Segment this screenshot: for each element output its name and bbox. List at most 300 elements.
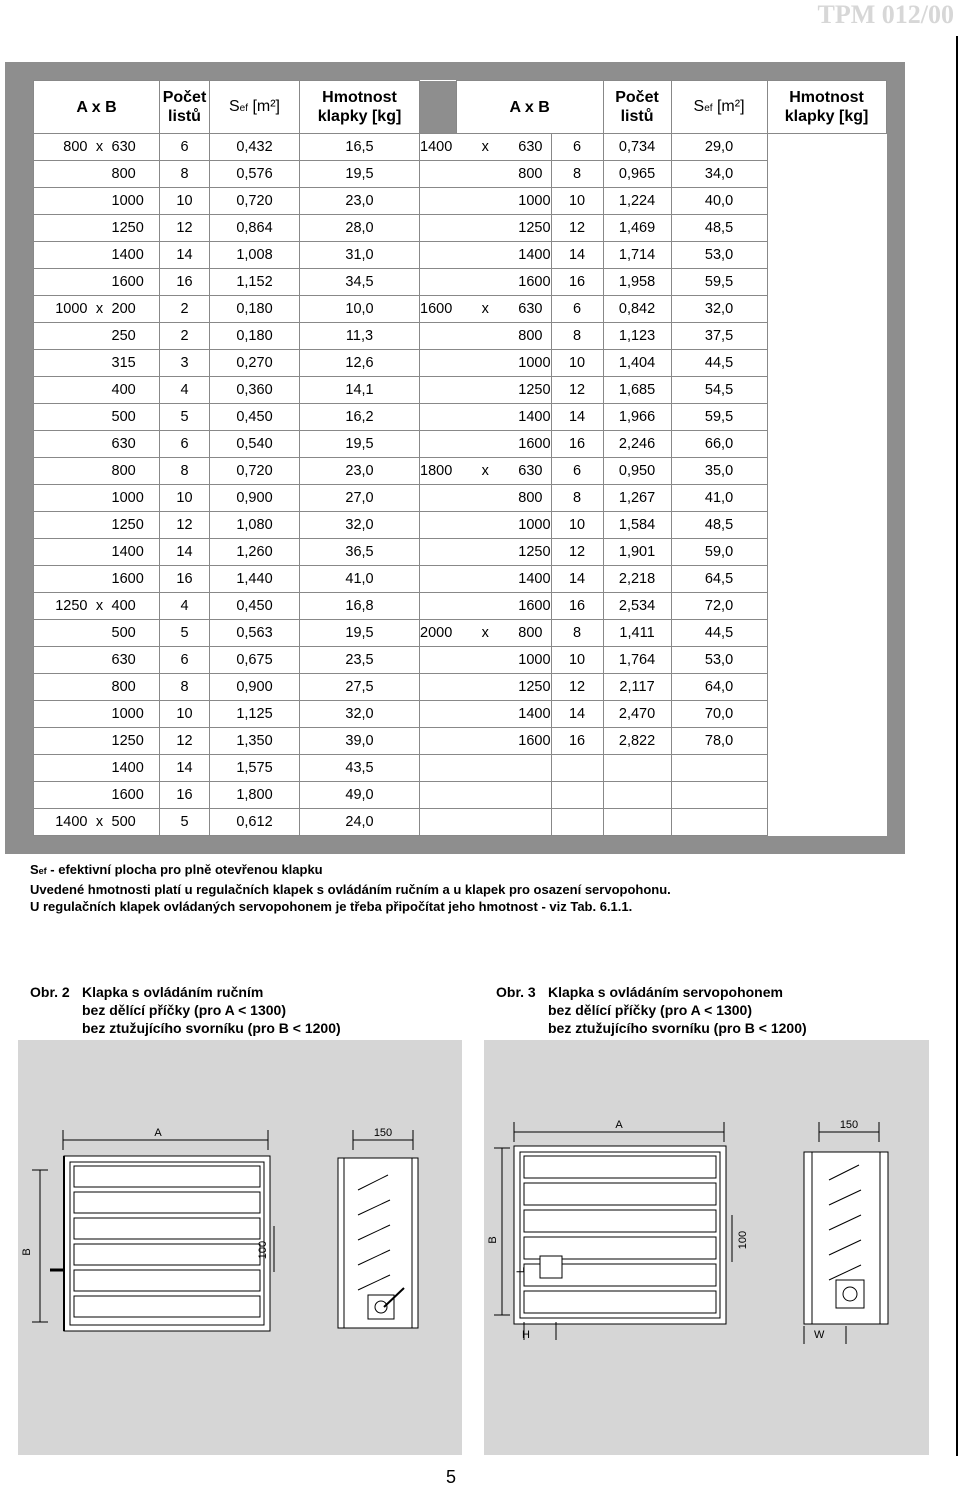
- right-cell: 16: [551, 728, 603, 755]
- left-cell: 250: [108, 323, 160, 350]
- right-cell: 1600: [514, 431, 551, 458]
- figure-2-dim-a: A: [154, 1127, 162, 1139]
- header-sef: Sef [m²]: [210, 81, 300, 134]
- right-cell: 1,901: [603, 539, 671, 566]
- right-cell: [456, 728, 514, 755]
- right-cell: 1,224: [603, 188, 671, 215]
- left-cell: 10: [160, 701, 210, 728]
- right-cell: [420, 323, 457, 350]
- right-cell: 59,5: [671, 269, 767, 296]
- left-cell: 24,0: [300, 809, 420, 836]
- blade: [524, 1183, 716, 1205]
- left-cell: [92, 485, 108, 512]
- left-cell: 6: [160, 134, 210, 161]
- left-cell: 0,432: [210, 134, 300, 161]
- right-cell: 10: [551, 512, 603, 539]
- left-cell: 41,0: [300, 566, 420, 593]
- left-cell: 12,6: [300, 350, 420, 377]
- blade: [74, 1270, 260, 1291]
- left-cell: 14: [160, 242, 210, 269]
- right-cell: 35,0: [671, 458, 767, 485]
- left-cell: 14: [160, 755, 210, 782]
- right-cell: 6: [551, 296, 603, 323]
- left-cell: [34, 647, 92, 674]
- right-cell: 800: [514, 485, 551, 512]
- header-mass-2: Hmotnost klapky [kg]: [767, 81, 886, 134]
- left-cell: [92, 323, 108, 350]
- table-row: [34, 539, 887, 566]
- left-cell: 0,180: [210, 296, 300, 323]
- right-cell: [420, 269, 457, 296]
- right-cell: [456, 674, 514, 701]
- right-cell: [456, 323, 514, 350]
- legend-sef: Sef - efektivní plocha pro plně otevřenou klapku: [30, 862, 323, 877]
- right-cell: 630: [514, 134, 551, 161]
- right-cell: 1600: [514, 593, 551, 620]
- table-row: [34, 566, 887, 593]
- table-row: [34, 134, 887, 161]
- header-count: Počet listů: [160, 81, 210, 134]
- right-cell: [456, 188, 514, 215]
- left-cell: 1400: [34, 809, 92, 836]
- left-cell: 400: [108, 377, 160, 404]
- left-cell: 19,5: [300, 161, 420, 188]
- table-row: [34, 458, 887, 485]
- left-cell: 1250: [108, 215, 160, 242]
- right-cell: [456, 242, 514, 269]
- left-cell: 630: [108, 431, 160, 458]
- right-cell: 44,5: [671, 620, 767, 647]
- left-cell: 36,5: [300, 539, 420, 566]
- figure-3-panel: [484, 1040, 929, 1455]
- left-cell: 1,800: [210, 782, 300, 809]
- right-cell: [420, 674, 457, 701]
- right-cell: [551, 809, 603, 836]
- right-cell: 8: [551, 323, 603, 350]
- table-row: [34, 728, 887, 755]
- right-cell: 70,0: [671, 701, 767, 728]
- right-cell: 2,470: [603, 701, 671, 728]
- table-row: [34, 674, 887, 701]
- right-cell: 1400: [420, 134, 457, 161]
- right-cell: 1,404: [603, 350, 671, 377]
- right-cell: [456, 431, 514, 458]
- left-cell: [34, 242, 92, 269]
- right-cell: 2,117: [603, 674, 671, 701]
- table-row: [34, 242, 887, 269]
- left-cell: 800: [108, 161, 160, 188]
- left-cell: 500: [108, 404, 160, 431]
- legend-servo-note: U regulačních klapek ovládaných servopohonem je třeba připočítat jeho hmotnost - viz Tab. 6.1.1.: [30, 899, 633, 914]
- blade: [74, 1192, 260, 1213]
- left-cell: 39,0: [300, 728, 420, 755]
- figure-3-dim-a: A: [615, 1119, 623, 1131]
- right-cell: 32,0: [671, 296, 767, 323]
- left-cell: 1000: [34, 296, 92, 323]
- blade: [524, 1156, 716, 1178]
- left-cell: [34, 161, 92, 188]
- left-cell: 0,675: [210, 647, 300, 674]
- left-cell: [92, 377, 108, 404]
- right-cell: [456, 377, 514, 404]
- figure-3-dim-150: 150: [839, 1119, 859, 1131]
- figure-3-title: Klapka s ovládáním servopohonem: [548, 984, 783, 1000]
- right-cell: 8: [551, 620, 603, 647]
- table-gap: [420, 81, 457, 134]
- left-cell: [92, 782, 108, 809]
- left-cell: 16: [160, 782, 210, 809]
- right-cell: 16: [551, 431, 603, 458]
- right-cell: 44,5: [671, 350, 767, 377]
- left-cell: [92, 620, 108, 647]
- right-cell: 1,267: [603, 485, 671, 512]
- left-cell: [34, 539, 92, 566]
- left-cell: 5: [160, 620, 210, 647]
- figure-2-dim-100: 100: [257, 1240, 269, 1260]
- right-cell: [420, 161, 457, 188]
- figure-3-dim-h: H: [522, 1329, 530, 1341]
- right-cell: [456, 701, 514, 728]
- blade: [74, 1244, 260, 1265]
- left-cell: [92, 539, 108, 566]
- left-cell: 1000: [108, 485, 160, 512]
- table-row: [34, 269, 887, 296]
- right-cell: 10: [551, 647, 603, 674]
- right-cell: 64,0: [671, 674, 767, 701]
- left-cell: 500: [108, 620, 160, 647]
- right-margin-rule: [956, 36, 958, 1456]
- left-cell: 0,270: [210, 350, 300, 377]
- right-cell: [420, 728, 457, 755]
- right-cell: 1400: [514, 404, 551, 431]
- table-row: [34, 485, 887, 512]
- table-row: [34, 809, 887, 836]
- right-cell: 0,734: [603, 134, 671, 161]
- left-cell: 11,3: [300, 323, 420, 350]
- left-cell: x: [92, 296, 108, 323]
- left-cell: [92, 647, 108, 674]
- left-cell: [92, 728, 108, 755]
- left-cell: 2: [160, 296, 210, 323]
- left-cell: [92, 161, 108, 188]
- left-cell: 5: [160, 809, 210, 836]
- right-cell: 16: [551, 593, 603, 620]
- right-cell: [420, 512, 457, 539]
- left-cell: 0,563: [210, 620, 300, 647]
- figure-2-title: Klapka s ovládáním ručním: [82, 984, 264, 1000]
- left-cell: [34, 215, 92, 242]
- left-cell: 0,612: [210, 809, 300, 836]
- figure-2-note-1: bez dělící příčky (pro A < 1300): [82, 1002, 286, 1018]
- right-cell: 800: [514, 323, 551, 350]
- right-cell: 2,534: [603, 593, 671, 620]
- right-cell: 72,0: [671, 593, 767, 620]
- left-cell: [34, 566, 92, 593]
- figure-2-number: Obr. 2: [30, 984, 70, 1000]
- left-cell: 0,450: [210, 404, 300, 431]
- right-cell: [420, 809, 457, 836]
- left-cell: 0,450: [210, 593, 300, 620]
- figure-2-panel: [18, 1040, 462, 1455]
- table-row: [34, 512, 887, 539]
- right-cell: 2,218: [603, 566, 671, 593]
- header-sef-2: Sef [m²]: [671, 81, 767, 134]
- left-cell: [34, 485, 92, 512]
- left-cell: 12: [160, 728, 210, 755]
- right-cell: 66,0: [671, 431, 767, 458]
- right-cell: [671, 755, 767, 782]
- right-cell: 1,469: [603, 215, 671, 242]
- right-cell: 1400: [514, 566, 551, 593]
- right-cell: 0,950: [603, 458, 671, 485]
- right-cell: 41,0: [671, 485, 767, 512]
- table-row: [34, 620, 887, 647]
- right-cell: [420, 593, 457, 620]
- left-cell: [34, 458, 92, 485]
- left-cell: 8: [160, 458, 210, 485]
- left-cell: [34, 431, 92, 458]
- right-cell: 1250: [514, 539, 551, 566]
- left-cell: 315: [108, 350, 160, 377]
- left-cell: 32,0: [300, 512, 420, 539]
- left-cell: 0,720: [210, 188, 300, 215]
- right-cell: 12: [551, 215, 603, 242]
- left-cell: [92, 188, 108, 215]
- right-cell: 630: [514, 296, 551, 323]
- page-number: 5: [446, 1467, 457, 1487]
- left-cell: [34, 728, 92, 755]
- left-cell: [92, 566, 108, 593]
- left-cell: 800: [34, 134, 92, 161]
- table-row: [34, 647, 887, 674]
- left-cell: [34, 782, 92, 809]
- left-cell: 1250: [108, 728, 160, 755]
- right-cell: [551, 782, 603, 809]
- left-cell: 31,0: [300, 242, 420, 269]
- left-cell: 0,720: [210, 458, 300, 485]
- left-cell: 6: [160, 431, 210, 458]
- right-cell: 12: [551, 539, 603, 566]
- left-cell: [92, 242, 108, 269]
- right-cell: 1000: [514, 512, 551, 539]
- right-cell: [420, 215, 457, 242]
- blade: [524, 1291, 716, 1313]
- left-cell: [34, 674, 92, 701]
- left-cell: [34, 512, 92, 539]
- legend-mass-note: Uvedené hmotnosti platí u regulačních klapek s ovládáním ručním a u klapek pro osazení servopohonu.: [30, 881, 671, 897]
- table-row: [34, 323, 887, 350]
- left-cell: 1000: [108, 701, 160, 728]
- right-cell: 34,0: [671, 161, 767, 188]
- right-cell: 1,714: [603, 242, 671, 269]
- left-cell: 16,8: [300, 593, 420, 620]
- right-cell: [420, 566, 457, 593]
- right-cell: [456, 782, 514, 809]
- figure-3-note-1: bez dělící příčky (pro A < 1300): [548, 1002, 752, 1018]
- right-cell: 12: [551, 377, 603, 404]
- left-cell: 0,900: [210, 485, 300, 512]
- right-cell: 1800: [420, 458, 457, 485]
- right-cell: [420, 701, 457, 728]
- figure-3-dim-100: 100: [737, 1230, 749, 1250]
- right-cell: [420, 404, 457, 431]
- left-cell: 1,125: [210, 701, 300, 728]
- right-cell: [603, 755, 671, 782]
- left-cell: 14: [160, 539, 210, 566]
- left-cell: 16,2: [300, 404, 420, 431]
- left-cell: 49,0: [300, 782, 420, 809]
- right-cell: 0,965: [603, 161, 671, 188]
- left-cell: [92, 215, 108, 242]
- left-cell: [92, 512, 108, 539]
- right-cell: [456, 485, 514, 512]
- right-cell: 1,411: [603, 620, 671, 647]
- left-cell: 32,0: [300, 701, 420, 728]
- left-cell: x: [92, 134, 108, 161]
- left-cell: 34,5: [300, 269, 420, 296]
- left-cell: 8: [160, 161, 210, 188]
- right-cell: [603, 782, 671, 809]
- right-cell: [420, 485, 457, 512]
- right-cell: 64,5: [671, 566, 767, 593]
- left-cell: 0,576: [210, 161, 300, 188]
- right-cell: 2,822: [603, 728, 671, 755]
- right-cell: 800: [514, 161, 551, 188]
- left-cell: x: [92, 593, 108, 620]
- left-cell: [92, 269, 108, 296]
- right-cell: 1250: [514, 377, 551, 404]
- table-header-row: [34, 81, 887, 134]
- figure-2-drawing: [18, 1040, 462, 1455]
- right-cell: 1,123: [603, 323, 671, 350]
- table-row: [34, 593, 887, 620]
- left-cell: 28,0: [300, 215, 420, 242]
- left-cell: 800: [108, 458, 160, 485]
- right-cell: [420, 539, 457, 566]
- right-cell: 8: [551, 485, 603, 512]
- damper-table: [33, 80, 887, 836]
- left-cell: 1600: [108, 782, 160, 809]
- right-cell: 1600: [514, 269, 551, 296]
- right-cell: [456, 350, 514, 377]
- blade: [74, 1296, 260, 1317]
- left-cell: [34, 755, 92, 782]
- figure-2-dim-b: B: [21, 1248, 33, 1256]
- left-cell: [34, 404, 92, 431]
- left-cell: 1,350: [210, 728, 300, 755]
- left-cell: 0,540: [210, 431, 300, 458]
- right-cell: 800: [514, 620, 551, 647]
- left-cell: 6: [160, 647, 210, 674]
- right-cell: 1400: [514, 701, 551, 728]
- right-cell: 1000: [514, 350, 551, 377]
- right-cell: [456, 404, 514, 431]
- left-cell: 400: [108, 593, 160, 620]
- right-cell: 53,0: [671, 647, 767, 674]
- blade: [524, 1210, 716, 1232]
- right-cell: 40,0: [671, 188, 767, 215]
- right-cell: [456, 593, 514, 620]
- right-cell: [420, 755, 457, 782]
- right-cell: 10: [551, 350, 603, 377]
- left-cell: 27,5: [300, 674, 420, 701]
- right-cell: 54,5: [671, 377, 767, 404]
- right-cell: [456, 269, 514, 296]
- left-cell: 0,864: [210, 215, 300, 242]
- left-cell: [34, 188, 92, 215]
- right-cell: x: [456, 458, 514, 485]
- left-cell: 1,080: [210, 512, 300, 539]
- right-cell: [456, 809, 514, 836]
- right-cell: 14: [551, 242, 603, 269]
- right-cell: 2,246: [603, 431, 671, 458]
- left-cell: 8: [160, 674, 210, 701]
- right-cell: [456, 161, 514, 188]
- left-cell: [92, 350, 108, 377]
- header-mass: Hmotnost klapky [kg]: [300, 81, 420, 134]
- right-cell: [456, 755, 514, 782]
- left-cell: 4: [160, 377, 210, 404]
- left-cell: 0,180: [210, 323, 300, 350]
- table-row: [34, 782, 887, 809]
- right-cell: [420, 647, 457, 674]
- left-cell: 1400: [108, 755, 160, 782]
- left-cell: [92, 458, 108, 485]
- table-row: [34, 755, 887, 782]
- right-cell: 6: [551, 134, 603, 161]
- left-cell: 5: [160, 404, 210, 431]
- right-cell: 48,5: [671, 215, 767, 242]
- left-cell: [34, 323, 92, 350]
- right-cell: 1000: [514, 188, 551, 215]
- right-cell: 14: [551, 701, 603, 728]
- right-cell: 78,0: [671, 728, 767, 755]
- right-cell: x: [456, 296, 514, 323]
- left-cell: 630: [108, 647, 160, 674]
- right-cell: [514, 755, 551, 782]
- left-cell: 14,1: [300, 377, 420, 404]
- left-cell: 1400: [108, 539, 160, 566]
- right-cell: 10: [551, 188, 603, 215]
- right-cell: 630: [514, 458, 551, 485]
- table-row: [34, 377, 887, 404]
- right-cell: [420, 242, 457, 269]
- table-row: [34, 701, 887, 728]
- table-row: [34, 188, 887, 215]
- header-axb-2: A x B: [456, 81, 603, 134]
- left-cell: [34, 701, 92, 728]
- table-row: [34, 215, 887, 242]
- left-cell: 1600: [108, 566, 160, 593]
- left-cell: 1250: [34, 593, 92, 620]
- left-cell: 200: [108, 296, 160, 323]
- right-cell: [420, 782, 457, 809]
- left-cell: [92, 404, 108, 431]
- left-cell: 10: [160, 485, 210, 512]
- left-cell: 800: [108, 674, 160, 701]
- figure-2-note-2: bez ztužujícího svorníku (pro B < 1200): [82, 1020, 341, 1036]
- left-cell: [92, 674, 108, 701]
- right-cell: 1,584: [603, 512, 671, 539]
- right-cell: 16: [551, 269, 603, 296]
- left-cell: 1600: [108, 269, 160, 296]
- right-cell: 1000: [514, 647, 551, 674]
- left-cell: 3: [160, 350, 210, 377]
- figure-3-dim-b: B: [487, 1236, 499, 1244]
- left-cell: 43,5: [300, 755, 420, 782]
- right-cell: 59,5: [671, 404, 767, 431]
- header-axb: A x B: [34, 81, 160, 134]
